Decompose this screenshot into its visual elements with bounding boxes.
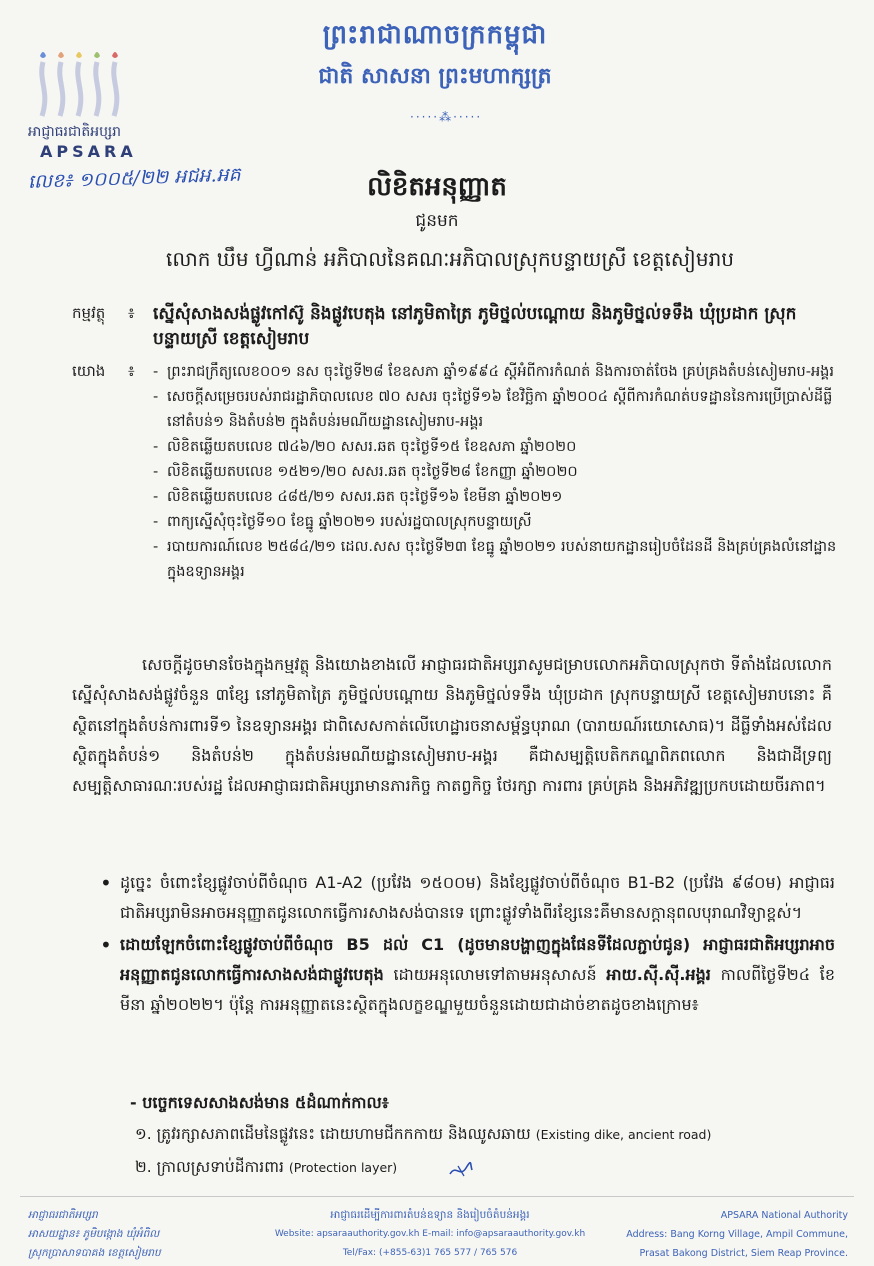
decision-tail: កាលពីថ្ងៃទី២៤ ខែមីនា ឆ្នាំ២០២២។ ប៉ុន្តែ ការអនុញ្ញាតនេះស្ថិតក្នុងលក្ខខណ្ឌមួយចំនួនដោយជាដាច់ខាតដូចខាងក្រោម៖: [120, 965, 835, 1014]
footer-center: [220, 1206, 640, 1263]
reference-item: - សេចក្ដីសម្រេចរបស់រាជរដ្ឋាភិបាលលេខ ៧០ សសរ ចុះថ្ងៃទី១៦ ខែវិច្ឆិកា ឆ្នាំ២០០៤ ស្ដីពីការកំណត់បទដ្ឋាននៃការប្រើប្រាស់ដីធ្លីនៅតំបន់១ និងតំបន់២ ក្នុងតំបន់រមណីយដ្ឋានសៀមរាប-អង្គរ: [153, 385, 843, 435]
condition-number: ១.: [135, 1125, 152, 1143]
decision-item: [100, 930, 835, 1020]
footer-left-line: អាជ្ញាធរជាតិអប្សរា: [28, 1209, 98, 1221]
condition-kh: ក្រាលស្រទាប់ដីការពារ: [156, 1158, 284, 1176]
ornament-divider: ·····⁂·····: [410, 110, 483, 124]
subject-colon: ៖: [128, 304, 135, 322]
reference-item: - ពាក្យស្នើសុំចុះថ្ងៃទី១០ ខែធ្នូ ឆ្នាំ២០២១ របស់រដ្ឋបាលស្រុកបន្ទាយស្រី: [153, 510, 843, 535]
initial-mark-icon: [448, 1160, 474, 1180]
decision-middle: ដោយអនុលោមទៅតាមអនុសាសន៍: [383, 965, 607, 984]
footer-contact-web: Website: apsaraauthority.gov.kh E-mail: info@apsaraauthority.gov.kh: [274, 1229, 586, 1239]
reference-item: - របាយការណ៍លេខ ២៥៨៤/២១ ដេល.សស ចុះថ្ងៃទី២៣ ខែធ្នូ ឆ្នាំ២០២១ របស់នាយកដ្ឋានរៀបចំដែនដី និងគ្រប់គ្រងលំនៅដ្ឋានក្នុងឧទ្យានអង្គរ: [153, 535, 843, 585]
addressee: លោក ឃឹម ហ្វីណាន់ អភិបាលនៃគណៈអភិបាលស្រុកបន្ទាយស្រី ខេត្តសៀមរាប: [166, 247, 734, 271]
references-label: យោង: [72, 362, 106, 380]
body-paragraph: សេចក្ដីដូចមានចែងក្នុងកម្មវត្ថុ និងយោងខាងលើ អាជ្ញាធរជាតិអប្សរាសូមជម្រាបលោកអភិបាលស្រុកថា ទីតាំងដែលលោកស្នើសុំសាងសង់ផ្លូវចំនួន ៣ខ្សែ នៅភូមិតាត្រៃ ភូមិថ្នល់បណ្ដោយ និងភូមិថ្នល់ទទឹង ឃុំប្រដាក ស្រុកបន្ទាយស្រី ខេត្តសៀមរាបនោះ គឺស្ថិតនៅក្នុងតំបន់ការពារទី១ នៃឧទ្យានអង្គរ ជាពិសេសកាត់លើហេដ្ឋារចនាសម្ព័ន្ធបុរាណ (បារាយណ៍រយោសោធ)។ ដីធ្លីទាំងអស់ដែលស្ថិតក្នុងតំបន់១ និងតំបន់២ ក្នុងតំបន់រមណីយដ្ឋានសៀមរាប-អង្គរ គឺជាសម្បត្តិបេតិកភណ្ឌពិភពលោក និងជាដីទ្រព្យសម្បត្តិសាធារណៈរបស់រដ្ឋ ដែលអាជ្ញាធរជាតិអប្សរាមានភារកិច្ច កាតព្វកិច្ច ថែរក្សា ការពារ គ្រប់គ្រង និងអភិវឌ្ឍប្រកបដោយចីរភាព។: [72, 655, 832, 796]
reference-item: - លិខិតឆ្លើយតបលេខ ៤៨៥/២១ សសរ.ឆត ចុះថ្ងៃទី១៦ ខែមីនា ឆ្នាំ២០២១: [153, 485, 843, 510]
condition-number: ២.: [135, 1158, 152, 1176]
footer-divider: [20, 1196, 854, 1197]
footer-center-line: អាជ្ញាធរដើម្បីការពារតំបន់ឧទ្យាន និងរៀបចំតំបន់អង្គរ: [330, 1209, 530, 1221]
condition-en: (Existing dike, ancient road): [535, 1127, 712, 1142]
recommendation-body: អាយ.ស៊ី.ស៊ី.អង្គរ: [606, 965, 711, 984]
footer-contact-phone: Tel/Fax: (+855-63)1 765 577 / 765 576: [342, 1248, 518, 1258]
footer-left-line: ស្រុកប្រាសាទបាគង ខេត្តសៀមរាប: [28, 1247, 161, 1259]
kingdom-heading: ព្រះរាជាណាចក្រកម្ពុជា: [322, 20, 548, 50]
decision-text: ដូច្នេះ ចំពោះខ្សែផ្លូវចាប់ពីចំណុច A1-A2 (ប្រវែង ១៥០០ម) និងខ្សែផ្លូវចាប់ពីចំណុច B1-B2 (ប្រវែង ៩៨០ម) អាជ្ញាធរជាតិអប្សរាមិនអាចអនុញ្ញាតជូនលោកធ្វើការសាងសង់បានទេ ព្រោះផ្លូវទាំងពីរខ្សែនេះគឺមានសក្ដានុពលបុរាណវិទ្យាខ្ពស់។: [120, 873, 835, 922]
footer-right-line: Prasat Bakong District, Siem Reap Province.: [639, 1248, 848, 1259]
footer-left: [28, 1206, 228, 1263]
reference-number: លេខ៖ ១០០៥/២២ អជអ.អគ: [27, 163, 242, 193]
footer-left-line: អាសយដ្ឋាន៖ ភូមិបង្កោង ឃុំអំពិល: [28, 1228, 160, 1240]
apsara-logo-icon: [28, 46, 138, 122]
condition-en: (Protection layer): [288, 1160, 398, 1175]
reference-item: - ព្រះរាជក្រឹត្យលេខ០០១ នស ចុះថ្ងៃទី២៨ ខែឧសភា ឆ្នាំ១៩៩៤ ស្ដីអំពីការកំណត់ និងការចាត់ចែង គ្រប់គ្រងតំបន់សៀមរាប-អង្គរ: [153, 360, 843, 385]
reference-item: - លិខិតឆ្លើយតបលេខ ១៥២១/២០ សសរ.ឆត ចុះថ្ងៃទី២៨ ខែកញ្ញា ឆ្នាំ២០២០: [153, 460, 843, 485]
decision-lead: ដោយឡែកចំពោះខ្សែផ្លូវចាប់ពីចំណុច B5 ដល់ C1 (ដូចមានបង្ហាញក្នុងផែនទីដែលភ្ជាប់ជូន) អាជ្ញាធរជាតិអប្សរាអាចអនុញ្ញាតជូនលោកធ្វើការសាងសង់ជាផ្លូវបេតុង: [120, 935, 835, 984]
references-list: [153, 360, 843, 585]
to-label: ជូនមក: [415, 211, 459, 231]
logo-en-name: APSARA: [40, 142, 137, 161]
national-motto: ជាតិ សាសនា ព្រះមហាក្សត្រ: [318, 64, 552, 89]
subject-label: កម្មវត្ថុ: [72, 304, 106, 322]
references-colon: ៖: [128, 362, 135, 380]
logo-kh-name: អាជ្ញាធរជាតិអប្សរា: [28, 124, 122, 140]
condition-item: [135, 1124, 711, 1147]
condition-item: [135, 1157, 397, 1180]
letter-title: លិខិតអនុញ្ញាត: [367, 172, 507, 202]
footer-right-line: APSARA National Authority: [720, 1210, 848, 1221]
subject-text: ស្នើសុំសាងសង់ផ្លូវកៅស៊ូ និងផ្លូវបេតុង នៅភូមិតាត្រៃ ភូមិថ្នល់បណ្ដោយ និងភូមិថ្នល់ទទឹង ឃុំប្រដាក ស្រុកបន្ទាយស្រី ខេត្តសៀមរាប: [153, 304, 797, 349]
reference-item: - លិខិតឆ្លើយតបលេខ ៧៤៦/២០ សសរ.ឆត ចុះថ្ងៃទី១៥ ខែឧសភា ឆ្នាំ២០២០: [153, 435, 843, 460]
decision-item: [100, 868, 835, 928]
condition-kh: ត្រូវរក្សាសភាពដើមនៃផ្លូវនេះ ដោយហាមជីកកកាយ និងឈូសឆាយ: [156, 1125, 531, 1143]
decision-list: [100, 868, 835, 1022]
footer-right-line: Address: Bang Korng Village, Ampil Commune,: [626, 1229, 848, 1240]
footer-right: [600, 1206, 848, 1263]
conditions-heading: - បច្ចេកទេសសាងសង់មាន ៥ដំណាក់កាល៖: [130, 1093, 389, 1112]
